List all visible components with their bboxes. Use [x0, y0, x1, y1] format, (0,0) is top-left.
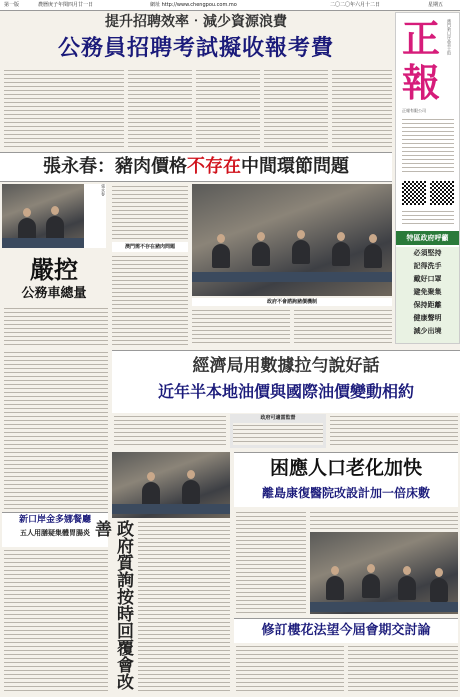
econ-body-col-1: [114, 414, 226, 448]
masthead: [395, 12, 460, 344]
pork-headline: [0, 155, 392, 179]
econ-kicker: 經濟局用數據拉勻說好話: [192, 356, 380, 376]
rebuild-vertical-headline: 政府質詢按時回覆會改善: [91, 520, 133, 690]
pork-red: 不存在: [187, 156, 241, 177]
rebuild-body: [138, 520, 230, 692]
econ-sub: 政府可適當監督: [260, 415, 296, 421]
meal-subtitle: 五人用膳疑集體胃腸炎: [20, 528, 90, 537]
pork-headline-band: [0, 152, 392, 182]
advice-item: 必須堅持: [413, 249, 442, 257]
top-story-col-5: [332, 68, 392, 148]
pork-body-col-2: [112, 254, 188, 346]
government-photo: [112, 452, 230, 518]
advice-item: 戴好口罩: [413, 275, 442, 283]
law-title: 修訂樓花法望今屆會期交討論: [261, 623, 431, 638]
pork-photo-caption: 政府不會諮詢豬價機制: [192, 298, 392, 306]
meal-body: [4, 548, 108, 692]
top-story-col-3: [196, 68, 260, 148]
pork-post: 中間環節問題: [241, 156, 349, 177]
qr-code-1[interactable]: [402, 181, 426, 205]
masthead-char-2: 報: [402, 60, 441, 105]
contact-info: [402, 117, 454, 175]
law-body-col-2: [348, 644, 458, 692]
advice-item: 保持距離: [413, 301, 442, 309]
site-url[interactable]: 網址 http://www.chengpou.com.mo: [150, 2, 237, 8]
advice-header: 特區政府呼籲: [396, 231, 459, 245]
masthead-side-text: 澳門新口岸高美士街: [447, 19, 452, 55]
advice-item: 記得洗手: [413, 262, 442, 270]
issue-date: 二〇二〇年六月十二日: [330, 2, 381, 8]
top-story-col-1: [4, 68, 124, 148]
hospital-photo: [310, 532, 458, 614]
strict-title: 嚴控: [30, 255, 78, 284]
pork-pre: 豬肉價格: [115, 156, 187, 177]
inset-caption: 澳門需不存在豬肉問題: [112, 242, 188, 252]
top-story-col-2: [128, 68, 192, 148]
pork-kicker: 張永春：: [43, 156, 115, 177]
advice-list: [396, 247, 459, 343]
page-header-bar: [0, 0, 460, 11]
advice-item: 避免聚集: [413, 288, 442, 296]
page-number: 第一版: [4, 2, 20, 8]
econ-body-col-2: [330, 414, 458, 448]
meal-title: 新口岸金多娜餐廳: [18, 515, 91, 525]
econ-sub-box: [230, 414, 326, 448]
advice-item: 減少出境: [413, 327, 442, 335]
top-kicker: 提升招聘效率‧減少資源浪費: [105, 14, 287, 30]
qr-code-2[interactable]: [430, 181, 454, 205]
strict-subtitle: 公務車總量: [21, 286, 87, 301]
top-story-col-4: [264, 68, 328, 148]
company-name: 正報有限公司: [402, 108, 426, 113]
aging-body-col-2: [310, 510, 458, 530]
speaker-photo: [2, 184, 84, 248]
speaker-caption: 張永春: [84, 184, 106, 248]
law-header: [234, 618, 458, 643]
pork-body-col-1: [112, 184, 188, 240]
pork-body-col-3: [192, 308, 290, 346]
aging-header: [234, 452, 458, 507]
strict-body: [4, 306, 108, 346]
econ-header: [112, 350, 460, 413]
qr-caption: [402, 209, 454, 225]
weekday: 星期五: [428, 2, 444, 8]
masthead-char-1: 正: [402, 16, 441, 61]
pork-body-col-4: [294, 308, 392, 346]
lunar-date: 農曆庚子年閏四月廿一日: [38, 2, 94, 8]
econ-headline: 近年半本地油價與國際油價變動相約: [157, 382, 414, 401]
aging-title: 困應人口老化加快: [269, 457, 422, 479]
aging-subtitle: 離島康復醫院改設計加一倍床數: [261, 486, 430, 500]
pork-meeting-photo: [192, 184, 392, 296]
top-headline: 公務員招聘考試擬收報考費: [57, 35, 334, 61]
law-body-col-1: [236, 644, 344, 692]
advice-item: 健康聲明: [413, 314, 442, 322]
aging-body-col-1: [236, 510, 306, 614]
strict-body-cont: [4, 350, 108, 510]
